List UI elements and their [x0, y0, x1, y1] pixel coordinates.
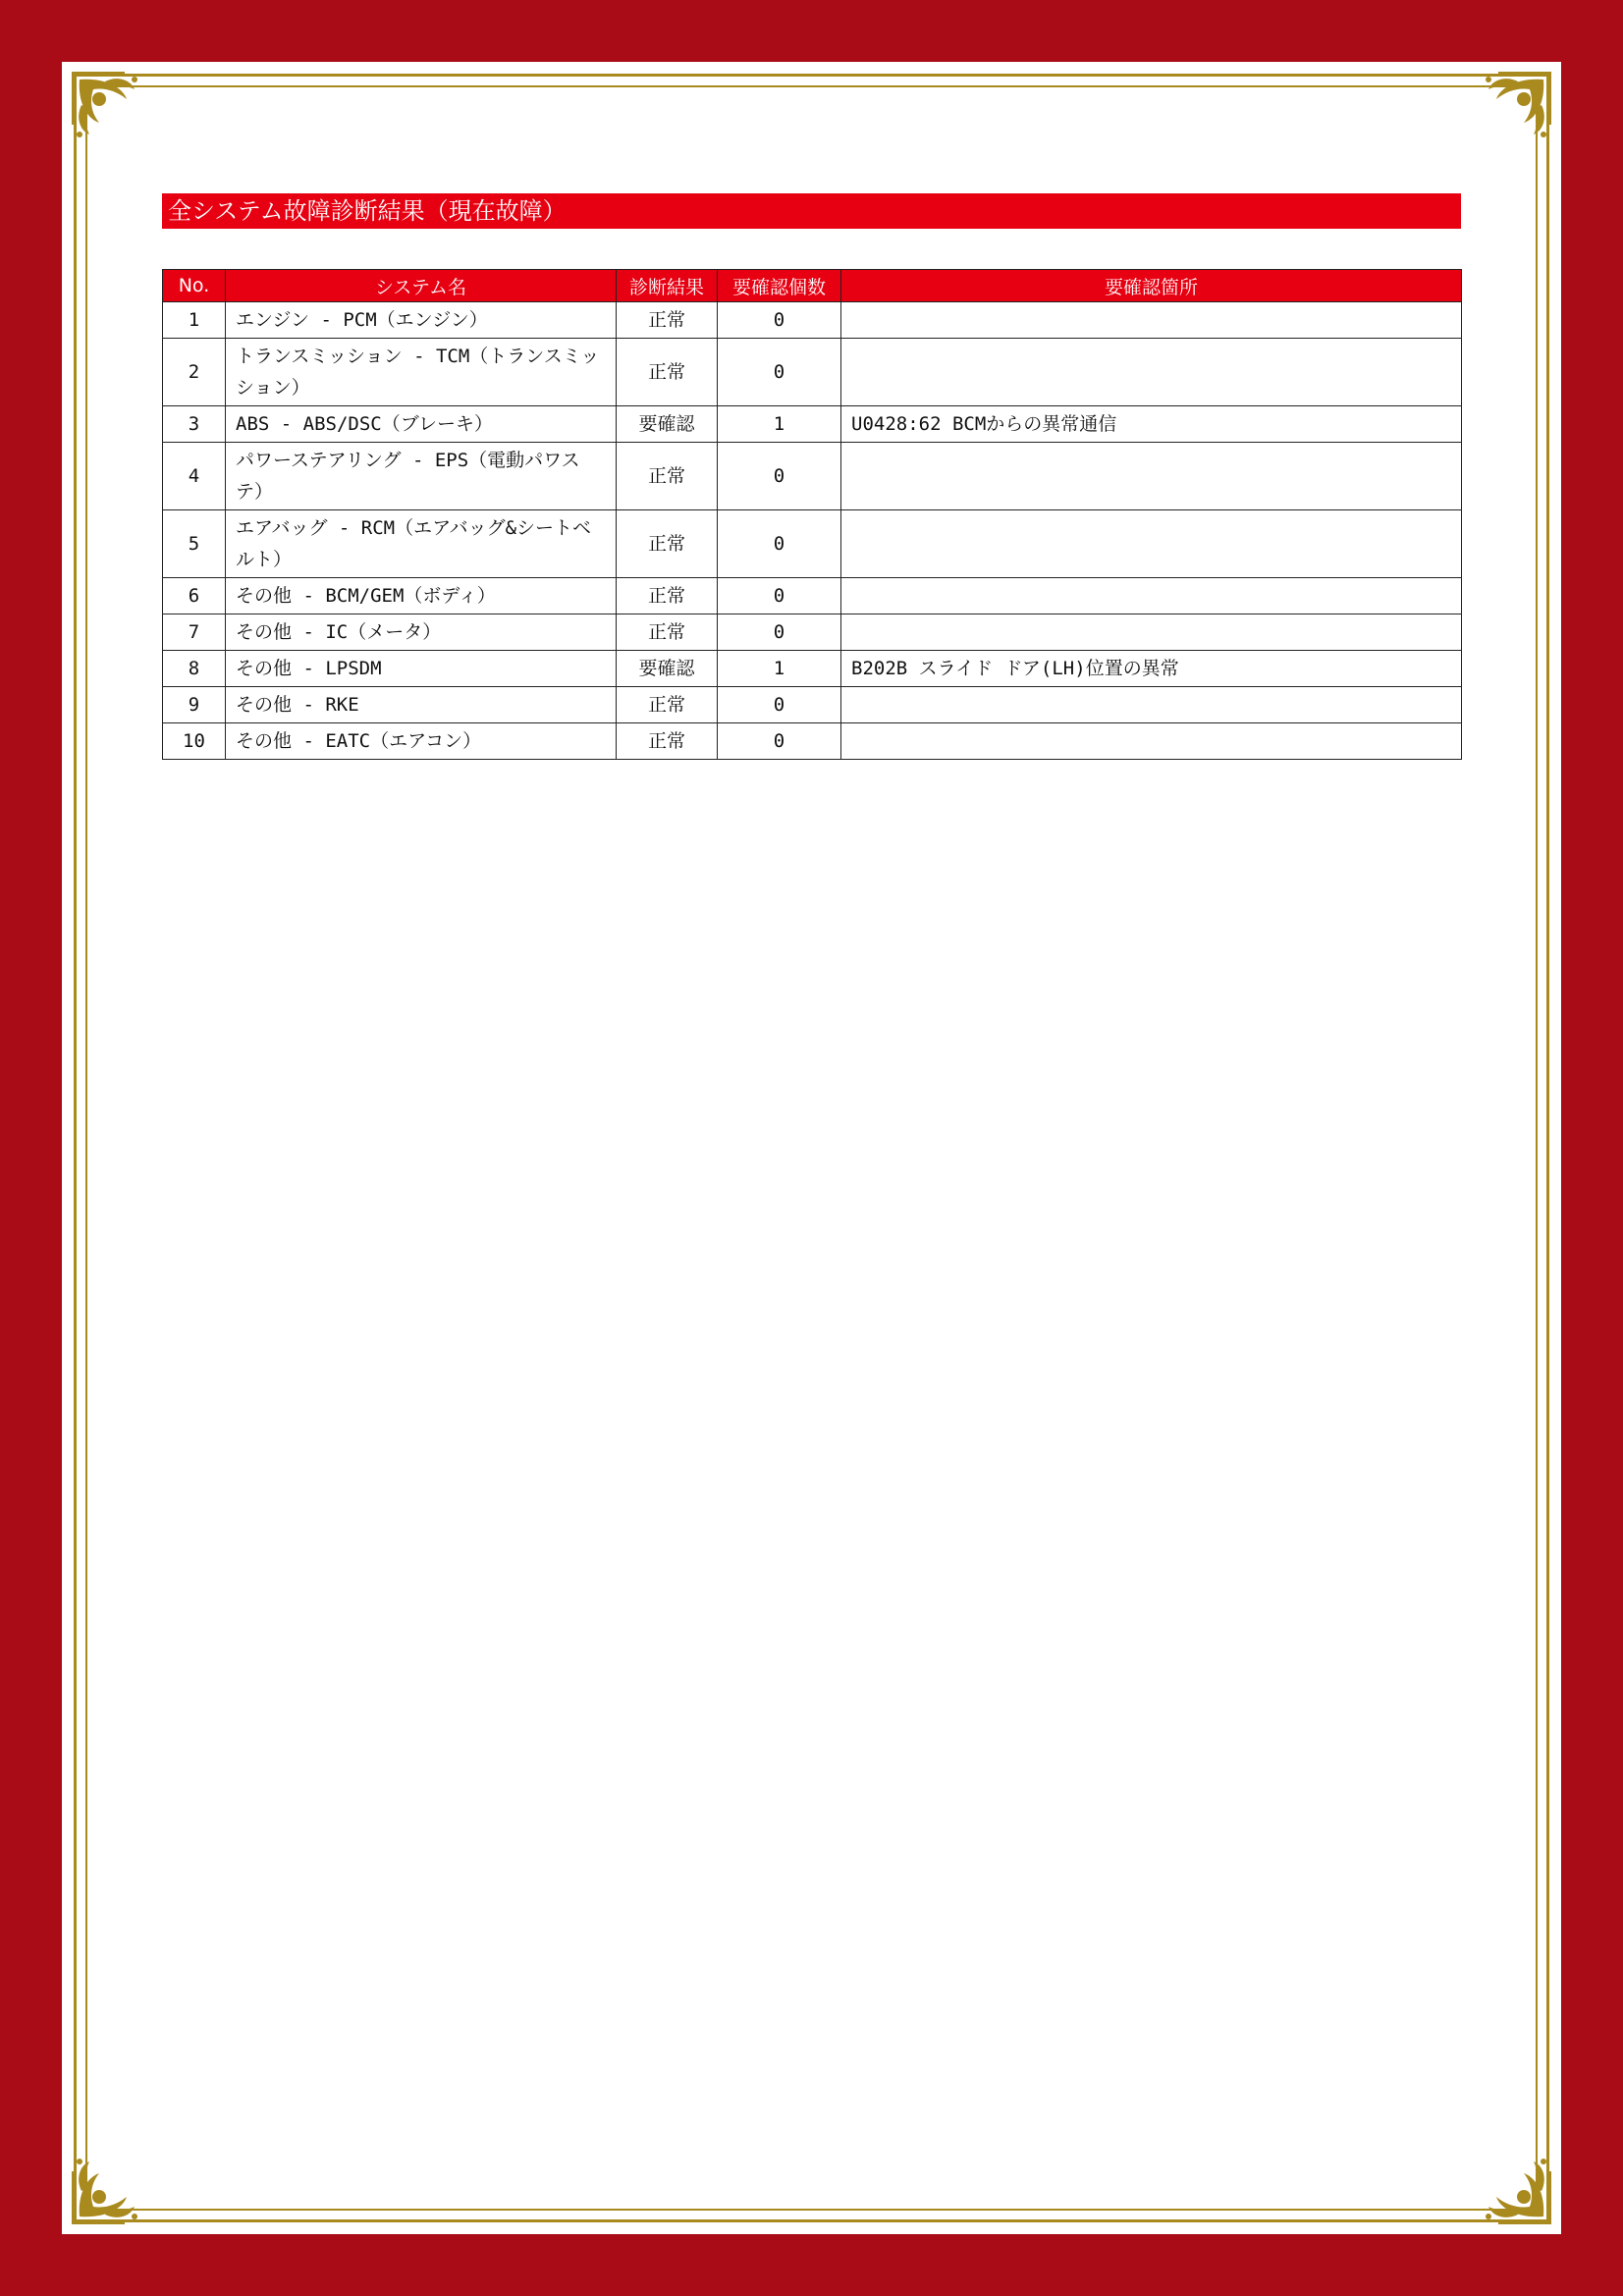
header-count: 要確認個数 — [718, 270, 841, 302]
row-location — [841, 302, 1462, 339]
row-result: 正常 — [617, 510, 718, 578]
header-no: No. — [163, 270, 226, 302]
diagnosis-table — [162, 269, 1462, 760]
header-location: 要確認箇所 — [841, 270, 1462, 302]
row-no: 7 — [163, 614, 226, 651]
row-result: 正常 — [617, 723, 718, 760]
header-result: 診断結果 — [617, 270, 718, 302]
row-count: 0 — [718, 723, 841, 760]
row-location — [841, 723, 1462, 760]
table-row — [163, 687, 1462, 723]
row-count: 1 — [718, 651, 841, 687]
row-location — [841, 687, 1462, 723]
row-result: 正常 — [617, 614, 718, 651]
row-system: トランスミッション - TCM（トランスミッション） — [226, 339, 617, 406]
row-system: エアバッグ - RCM（エアバッグ&シートベルト） — [226, 510, 617, 578]
ornament-corner-icon — [1463, 2136, 1557, 2230]
table-row — [163, 339, 1462, 406]
table-row — [163, 723, 1462, 760]
row-no: 6 — [163, 578, 226, 614]
row-system: ABS - ABS/DSC（ブレーキ） — [226, 406, 617, 443]
row-location — [841, 510, 1462, 578]
row-system: エンジン - PCM（エンジン） — [226, 302, 617, 339]
row-count: 0 — [718, 687, 841, 723]
row-no: 3 — [163, 406, 226, 443]
row-location — [841, 578, 1462, 614]
row-system: その他 - RKE — [226, 687, 617, 723]
table-row — [163, 406, 1462, 443]
table-row — [163, 510, 1462, 578]
row-system: その他 - EATC（エアコン） — [226, 723, 617, 760]
row-count: 0 — [718, 578, 841, 614]
row-no: 4 — [163, 443, 226, 510]
row-no: 9 — [163, 687, 226, 723]
row-no: 5 — [163, 510, 226, 578]
row-count: 0 — [718, 339, 841, 406]
row-location — [841, 443, 1462, 510]
row-count: 0 — [718, 614, 841, 651]
header-system: システム名 — [226, 270, 617, 302]
row-location: U0428:62 BCMからの異常通信 — [841, 406, 1462, 443]
row-location — [841, 614, 1462, 651]
row-result: 正常 — [617, 302, 718, 339]
row-no: 10 — [163, 723, 226, 760]
row-count: 0 — [718, 510, 841, 578]
ornament-corner-icon — [66, 2136, 160, 2230]
row-system: その他 - LPSDM — [226, 651, 617, 687]
table-row — [163, 614, 1462, 651]
ornament-corner-icon — [66, 66, 160, 160]
row-system: その他 - BCM/GEM（ボディ） — [226, 578, 617, 614]
row-result: 正常 — [617, 687, 718, 723]
row-system: パワーステアリング - EPS（電動パワステ） — [226, 443, 617, 510]
document-sheet — [62, 62, 1561, 2234]
table-row — [163, 443, 1462, 510]
row-count: 0 — [718, 302, 841, 339]
row-no: 2 — [163, 339, 226, 406]
row-count: 1 — [718, 406, 841, 443]
table-row — [163, 302, 1462, 339]
table-header-row — [163, 270, 1462, 302]
row-count: 0 — [718, 443, 841, 510]
table-row — [163, 578, 1462, 614]
table-row — [163, 651, 1462, 687]
row-no: 8 — [163, 651, 226, 687]
page-title: 全システム故障診断結果（現在故障） — [162, 193, 1461, 229]
row-location — [841, 339, 1462, 406]
row-result: 正常 — [617, 339, 718, 406]
row-location: B202B スライド ドア(LH)位置の異常 — [841, 651, 1462, 687]
row-result: 要確認 — [617, 651, 718, 687]
row-result: 要確認 — [617, 406, 718, 443]
row-no: 1 — [163, 302, 226, 339]
row-system: その他 - IC（メータ） — [226, 614, 617, 651]
row-result: 正常 — [617, 443, 718, 510]
row-result: 正常 — [617, 578, 718, 614]
ornament-corner-icon — [1463, 66, 1557, 160]
